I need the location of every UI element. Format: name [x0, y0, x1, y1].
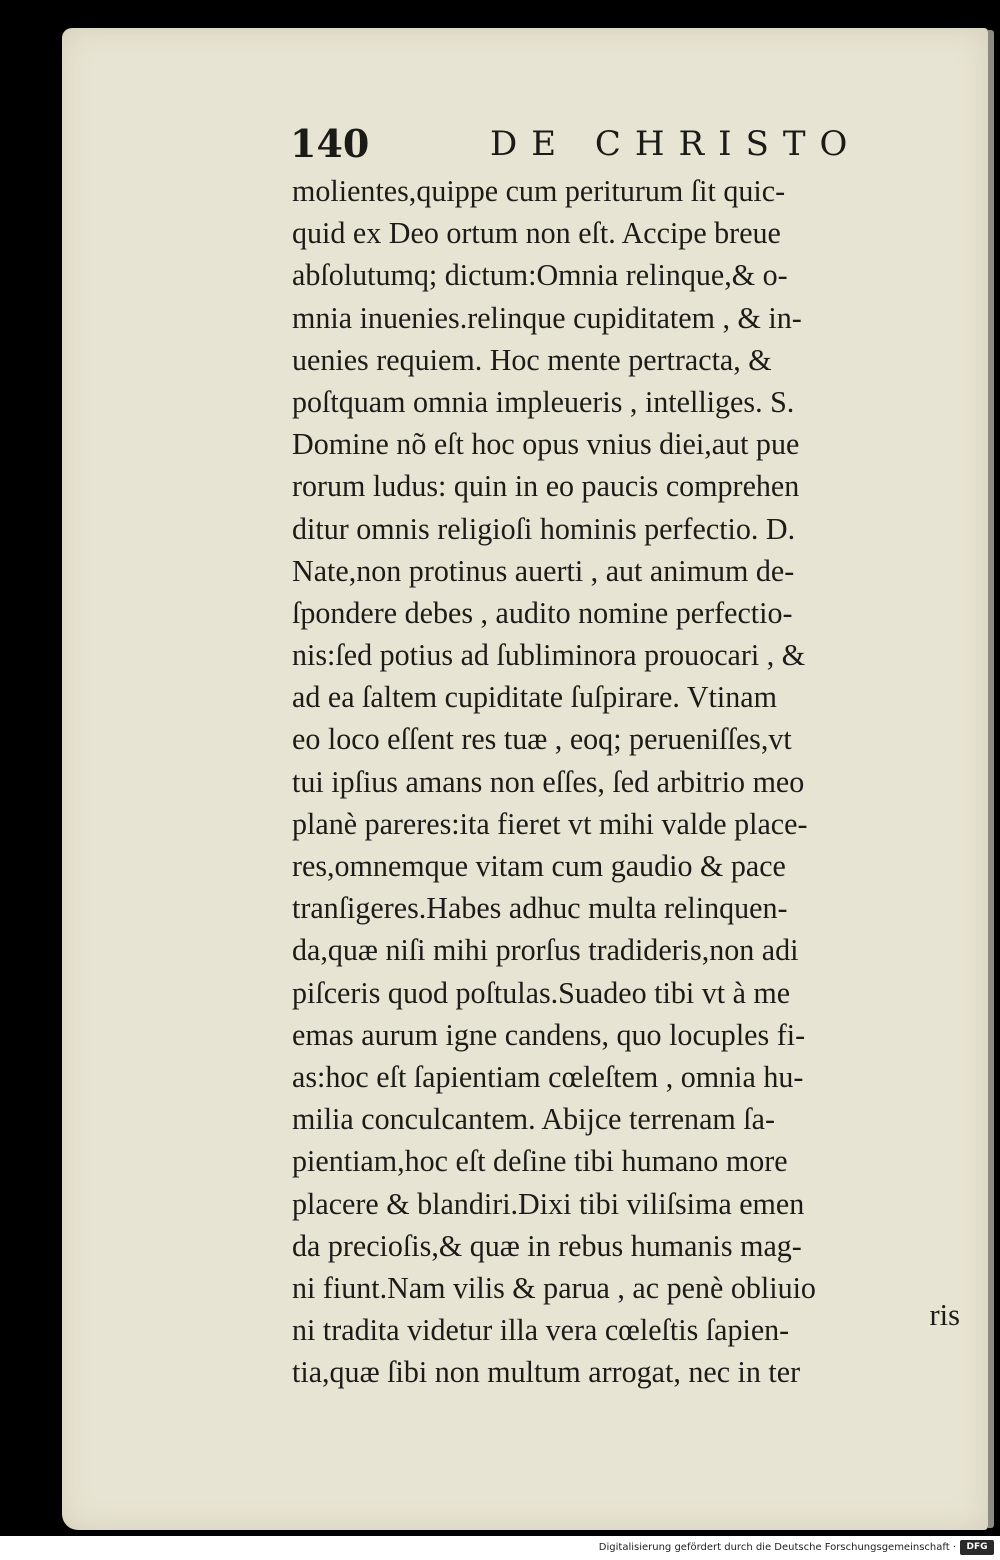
- text-line: Nate,non protinus auerti , aut animum de-: [292, 553, 795, 588]
- running-head: DE CHRISTO: [490, 124, 862, 164]
- text-line: quid ex Deo ortum non eſt. Accipe breue: [292, 216, 781, 251]
- text-line: ditur omnis religioſi hominis perfectio. D.: [292, 511, 796, 546]
- text-line: tia,quæ ſibi non multum arrogat, nec in ter: [292, 1355, 801, 1390]
- text-line: poſtquam omnia impleueris , intelliges. S.: [292, 384, 795, 419]
- text-line: uenies requiem. Hoc mente pertracta, &: [292, 342, 772, 377]
- text-line: ni fiunt.Nam vilis & parua , ac penè obliuio: [292, 1270, 816, 1305]
- page-header: [290, 120, 960, 168]
- text-line: ni tradita videtur illa vera cœleſtis ſapien-: [292, 1313, 790, 1348]
- catchword: ris: [929, 1298, 960, 1332]
- text-line: as:hoc eſt ſapientiam cœleſtem , omnia hu-: [292, 1059, 804, 1094]
- text-line: planè pareres:ita fieret vt mihi valde place-: [292, 806, 808, 841]
- text-line: tui ipſius amans non eſſes, ſed arbitrio meo: [292, 764, 805, 799]
- dfg-logo-icon: DFG: [960, 1540, 994, 1555]
- text-line: mnia inuenies.relinque cupiditatem , & in-: [292, 300, 802, 335]
- text-line: res,omnemque vitam cum gaudio & pace: [292, 849, 786, 883]
- text-line: pientiam,hoc eſt deſine tibi humano more: [292, 1144, 788, 1179]
- body-text: [292, 170, 972, 1393]
- text-line: molientes,quippe cum periturum ſit quic-: [292, 174, 786, 208]
- text-line: placere & blandiri.Dixi tibi viliſsima emen: [292, 1186, 805, 1221]
- text-line: emas aurum igne candens, quo locuples fi-: [292, 1017, 806, 1052]
- text-line: ad ea ſaltem cupiditate ſuſpirare. Vtinam: [292, 680, 777, 715]
- text-line: abſolutumq; dictum:Omnia relinque,& o-: [292, 258, 788, 293]
- text-line: ſpondere debes , audito nomine perfectio-: [292, 595, 793, 630]
- footer-bar: [0, 1536, 1000, 1560]
- text-line: tranſigeres.Habes adhuc multa relinquen-: [292, 891, 788, 926]
- text-line: Domine nõ eſt hoc opus vnius diei,aut pue: [292, 427, 800, 462]
- text-line: nis:ſed potius ad ſubliminora prouocari , &: [292, 638, 806, 673]
- text-line: da,quæ niſi mihi prorſus tradideris,non adi: [292, 933, 799, 968]
- funding-note: Digitalisierung gefördert durch die Deutsche Forschungsgemeinschaft ·: [598, 1542, 956, 1553]
- page-edge: [988, 30, 994, 1528]
- text-line: eo loco eſſent res tuæ , eoq; perueniſſes,vt: [292, 722, 792, 757]
- page-number: 140: [290, 121, 370, 166]
- text-line: milia conculcantem. Abijce terrenam ſa-: [292, 1102, 775, 1137]
- text-line: piſceris quod poſtulas.Suadeo tibi vt à me: [292, 975, 791, 1010]
- text-line: da precioſis,& quæ in rebus humanis mag-: [292, 1228, 802, 1263]
- text-line: rorum ludus: quin in eo paucis comprehen: [292, 469, 800, 504]
